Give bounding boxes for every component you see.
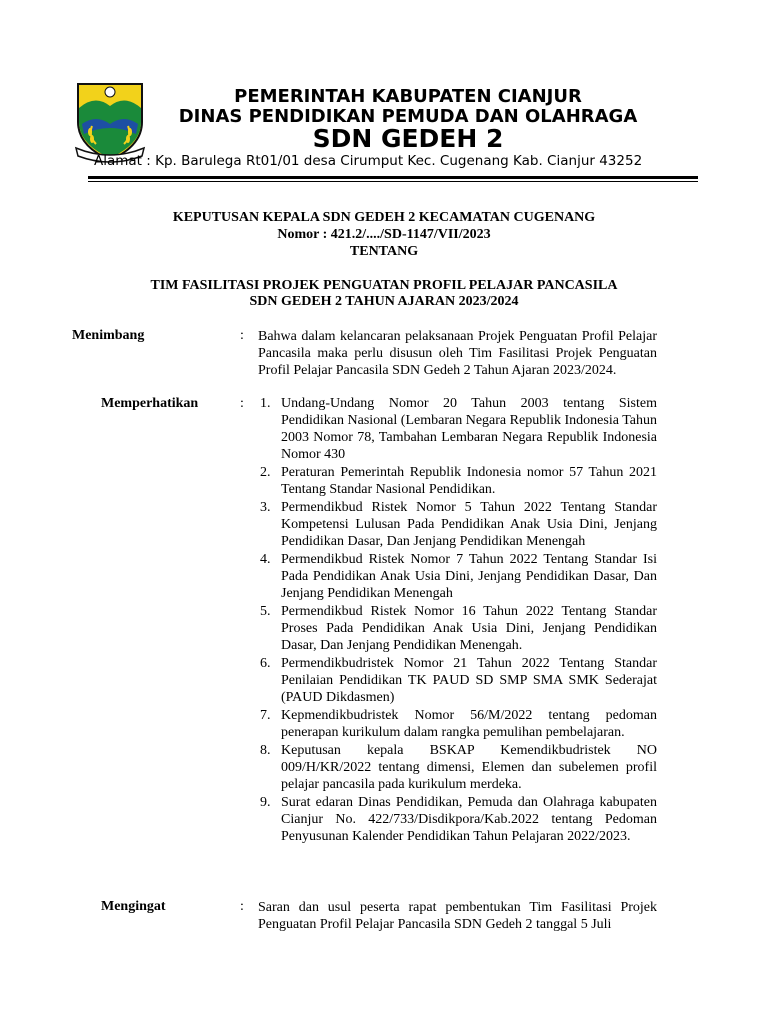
memperhatikan-label: Memperhatikan — [101, 396, 199, 411]
mengingat-label: Mengingat — [101, 899, 166, 914]
list-item-text: Permendikbud Ristek Nomor 5 Tahun 2022 Tentang Standar Kompetensi Lulusan Pada Pendidikan Anak Usia Dini, Jenjang Pendidikan Dasar, Dan Jenjang Pendidikan Menengah — [281, 500, 657, 549]
list-item-text: Permendikbud Ristek Nomor 16 Tahun 2022 Tentang Standar Proses Pada Pendidikan Anak Usia Dini, Jenjang Pendidikan Dasar, Dan Jenjang Pendidikan Menengah. — [281, 604, 657, 653]
mengingat-text: Saran dan usul peserta rapat pembentukan Tim Fasilitasi Projek Penguatan Profil Pelajar Pancasila SDN Gedeh 2 tanggal 5 Juli — [258, 900, 657, 932]
list-item-number: 2. — [260, 465, 271, 480]
menimbang-label: Menimbang — [72, 328, 145, 343]
list-item — [258, 655, 657, 706]
list-item-number: 8. — [260, 743, 271, 758]
list-item-text: Peraturan Pemerintah Republik Indonesia nomor 57 Tahun 2021 Tentang Standar Nasional Pendidikan. — [281, 465, 657, 497]
list-item-number: 1. — [260, 396, 271, 411]
list-item-number: 3. — [260, 500, 271, 515]
list-item — [258, 742, 657, 793]
letterhead-government: PEMERINTAH KABUPATEN CIANJUR — [234, 86, 582, 107]
list-item-number: 6. — [260, 656, 271, 671]
letterhead-department: DINAS PENDIDIKAN PEMUDA DAN OLAHRAGA — [178, 106, 638, 127]
menimbang-colon: : — [240, 328, 244, 343]
menimbang-text: Bahwa dalam kelancaran pelaksanaan Projek Penguatan Profil Pelajar Pancasila maka perlu disusun oleh Tim Fasilitasi Projek Penguatan Profil Pelajar Pancasila SDN Gedeh 2 Tahun Ajaran 2023/2024. — [258, 329, 657, 378]
letterhead-school-name: SDN GEDEH 2 — [312, 124, 504, 153]
decree-tentang: TENTANG — [349, 244, 419, 259]
list-item-text: Permendikbudristek Nomor 21 Tahun 2022 Tentang Standar Penilaian Pendidikan TK PAUD SD SMP SMA SMK Sederajat (PAUD Dikdasmen) — [281, 656, 657, 705]
letterhead-divider-thick — [88, 176, 698, 179]
list-item — [258, 395, 657, 463]
memperhatikan-list — [258, 395, 657, 846]
list-item — [258, 551, 657, 602]
memperhatikan-colon: : — [240, 396, 244, 411]
letterhead-address: Alamat : Kp. Barulega Rt01/01 desa Cirumput Kec. Cugenang Kab. Cianjur 43252 — [94, 153, 643, 169]
list-item-text: Keputusan kepala BSKAP Kemendikbudristek NO 009/H/KR/2022 tentang dimensi, Elemen dan subelemen profil pelajar pancasila pada kurikulum merdeka. — [281, 743, 657, 792]
list-item — [258, 603, 657, 654]
list-item-text: Kepmendikbudristek Nomor 56/M/2022 tentang pedoman penerapan kurikulum dalam rangka pemulihan pembelajaran. — [281, 708, 657, 740]
letterhead-divider-thin — [88, 181, 698, 182]
decree-subject-line1: TIM FASILITASI PROJEK PENGUATAN PROFIL PELAJAR PANCASILA — [150, 278, 618, 293]
list-item — [258, 464, 657, 498]
list-item — [258, 499, 657, 550]
list-item-number: 4. — [260, 552, 271, 567]
mengingat-colon: : — [240, 899, 244, 914]
list-item-text: Undang-Undang Nomor 20 Tahun 2003 tentang Sistem Pendidikan Nasional (Lembaran Negara Republik Indonesia Tahun 2003 Nomor 78, Tambahan Lembaran Negara Republik Indonesia Nomor 430 — [281, 396, 657, 462]
list-item-number: 5. — [260, 604, 271, 619]
list-item-text: Permendikbud Ristek Nomor 7 Tahun 2022 Tentang Standar Isi Pada Pendidikan Anak Usia Dini, Jenjang Pendidikan Dasar, Dan Jenjang Pendidikan Menengah — [281, 552, 657, 601]
decree-subject-line2: SDN GEDEH 2 TAHUN AJARAN 2023/2024 — [249, 294, 519, 309]
list-item-number: 7. — [260, 708, 271, 723]
list-item-number: 9. — [260, 795, 271, 810]
decree-number: Nomor : 421.2/..../SD-1147/VII/2023 — [277, 227, 491, 242]
list-item-text: Surat edaran Dinas Pendidikan, Pemuda dan Olahraga kabupaten Cianjur No. 422/733/Disdikpora/Kab.2022 tentang Pedoman Penyusunan Kalender Pendidikan Tahun Pelajaran 2022/2023. — [281, 795, 657, 844]
list-item — [258, 794, 657, 845]
list-item — [258, 707, 657, 741]
decree-title: KEPUTUSAN KEPALA SDN GEDEH 2 KECAMATAN CUGENANG — [172, 210, 596, 225]
